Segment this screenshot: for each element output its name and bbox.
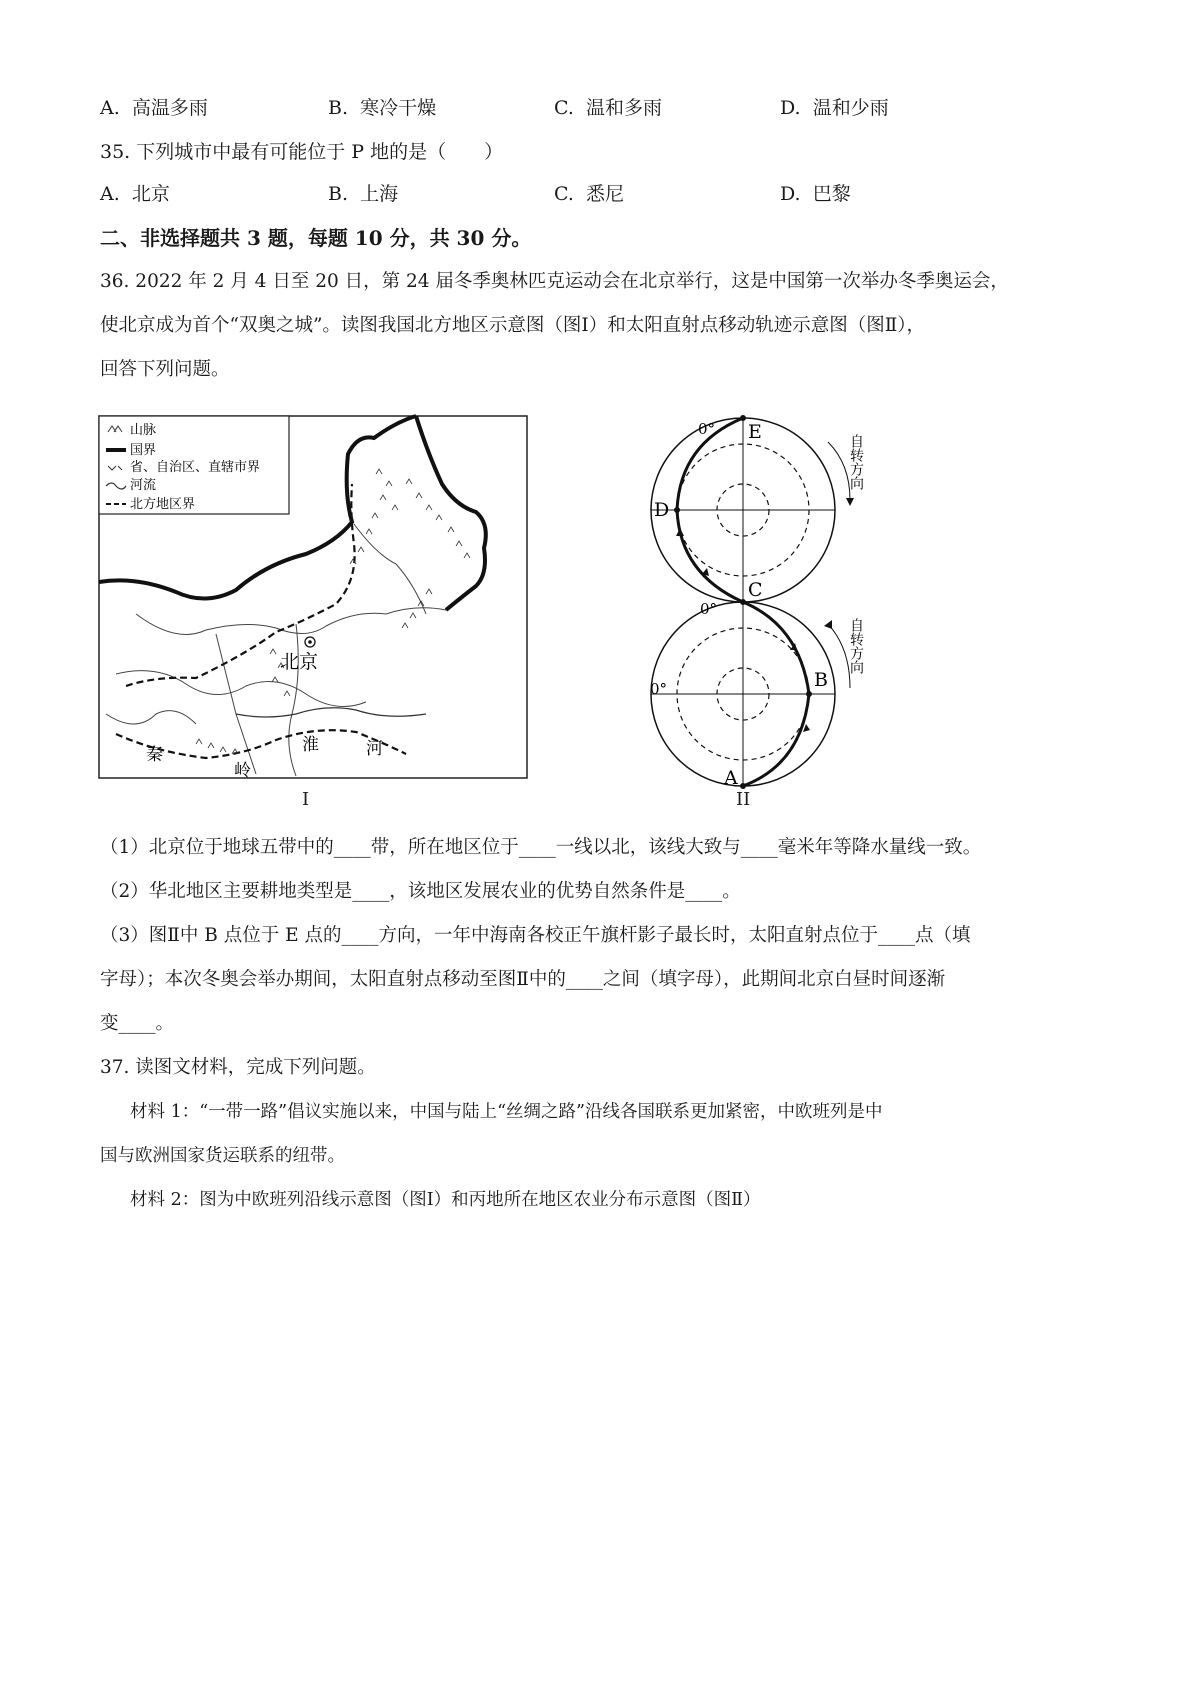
point-e-label: E (748, 421, 762, 443)
q34-option-a: A. 高温多雨 (100, 97, 208, 119)
q36-sub-2: （2）华北地区主要耕地类型是____，该地区发展农业的优势自然条件是____。 (100, 881, 741, 902)
q36-stem-line-1: 36. 2022 年 2 月 4 日至 20 日，第 24 届冬季奥林匹克运动会在北京举行，这是中国第一次举办冬季奥运会， (100, 271, 1009, 292)
legend-border-label: 国界 (130, 443, 157, 458)
figure-2-caption: II (736, 789, 751, 810)
zero-label-2: 0° (700, 600, 718, 618)
beijing-marker-dot (308, 640, 312, 644)
q36-sub-3-line-1: （3）图Ⅱ中 B 点位于 E 点的____方向，一年中海南各校正午旗杆影子最长时，太阳直射点位于____点（填 (100, 925, 971, 946)
q36-stem-line-3: 回答下列问题。 (100, 359, 230, 380)
subsolar-point-diagram (610, 404, 900, 810)
point-e-marker (740, 415, 746, 421)
point-d-label: D (654, 499, 670, 521)
legend-mountain-label: 山脉 (130, 423, 157, 438)
q34-option-d: D. 温和少雨 (780, 97, 889, 119)
point-a-label: A (724, 767, 738, 789)
upper-rotation-arc (828, 442, 850, 500)
huai-label: 淮 (302, 735, 319, 755)
legend-province-label: 省、自治区、直辖市界 (130, 460, 261, 475)
qin-label: 秦 (146, 745, 163, 765)
lower-rotation-label: 自转方向 (848, 618, 864, 674)
point-c-marker (740, 599, 746, 605)
q36-sub-3-line-3: 变____。 (100, 1013, 175, 1034)
he-label: 河 (366, 739, 383, 759)
section-heading: 二、非选择题共 3 题，每题 10 分，共 30 分。 (100, 226, 532, 250)
point-b-label: B (814, 669, 828, 691)
point-c-label: C (748, 579, 763, 601)
q36-sub-1: （1）北京位于地球五带中的____带，所在地区位于____一线以北，该线大致与____毫米年等降水量线一致。 (100, 837, 982, 858)
upper-rotation-label: 自转方向 (848, 434, 864, 490)
q34-option-c: C. 温和多雨 (554, 97, 663, 119)
upper-rotation-arrowhead (846, 498, 854, 506)
legend-region-label: 北方地区界 (130, 497, 196, 512)
lower-rotation-arrowhead (824, 620, 832, 629)
q35-stem: 35. 下列城市中最有可能位于 P 地的是（ ） (100, 141, 504, 163)
q36-stem-line-2: 使北京成为首个“双奥之城”。读图我国北方地区示意图（图Ⅰ）和太阳直射点移动轨迹示意图（图Ⅱ）， (100, 315, 926, 336)
q34-option-b: B. 寒冷干燥 (328, 97, 437, 119)
q37-material-1-line-1: 材料 1：“一带一路”倡议实施以来，中国与陆上“丝绸之路”沿线各国联系更加紧密，中欧班列是中 (130, 1102, 883, 1122)
point-d-marker (674, 507, 680, 513)
q36-sub-3-line-2: 字母）；本次冬奥会举办期间，太阳直射点移动至图Ⅱ中的____之间（填字母），此期间北京白昼时间逐渐 (100, 969, 946, 990)
path-arrow-1 (676, 528, 684, 536)
point-b-marker (806, 691, 812, 697)
north-china-map (96, 414, 532, 782)
zero-label-3: 0° (650, 680, 668, 698)
q35-option-d: D. 巴黎 (780, 183, 851, 205)
legend-river-label: 河流 (130, 478, 157, 493)
zero-label-1: 0° (698, 420, 716, 438)
q37-stem: 37. 读图文材料，完成下列问题。 (100, 1057, 376, 1078)
q35-option-b: B. 上海 (328, 183, 399, 205)
ling-label: 岭 (234, 761, 251, 781)
q37-material-1-line-2: 国与欧洲国家货运联系的纽带。 (100, 1146, 345, 1166)
q35-option-a: A. 北京 (100, 183, 170, 205)
figure-1-caption: I (302, 789, 310, 810)
q35-option-c: C. 悉尼 (554, 183, 625, 205)
beijing-label: 北京 (280, 651, 319, 673)
lower-rotation-arc (828, 624, 850, 688)
q37-material-2: 材料 2：图为中欧班列沿线示意图（图Ⅰ）和丙地所在地区农业分布示意图（图Ⅱ） (130, 1190, 761, 1210)
